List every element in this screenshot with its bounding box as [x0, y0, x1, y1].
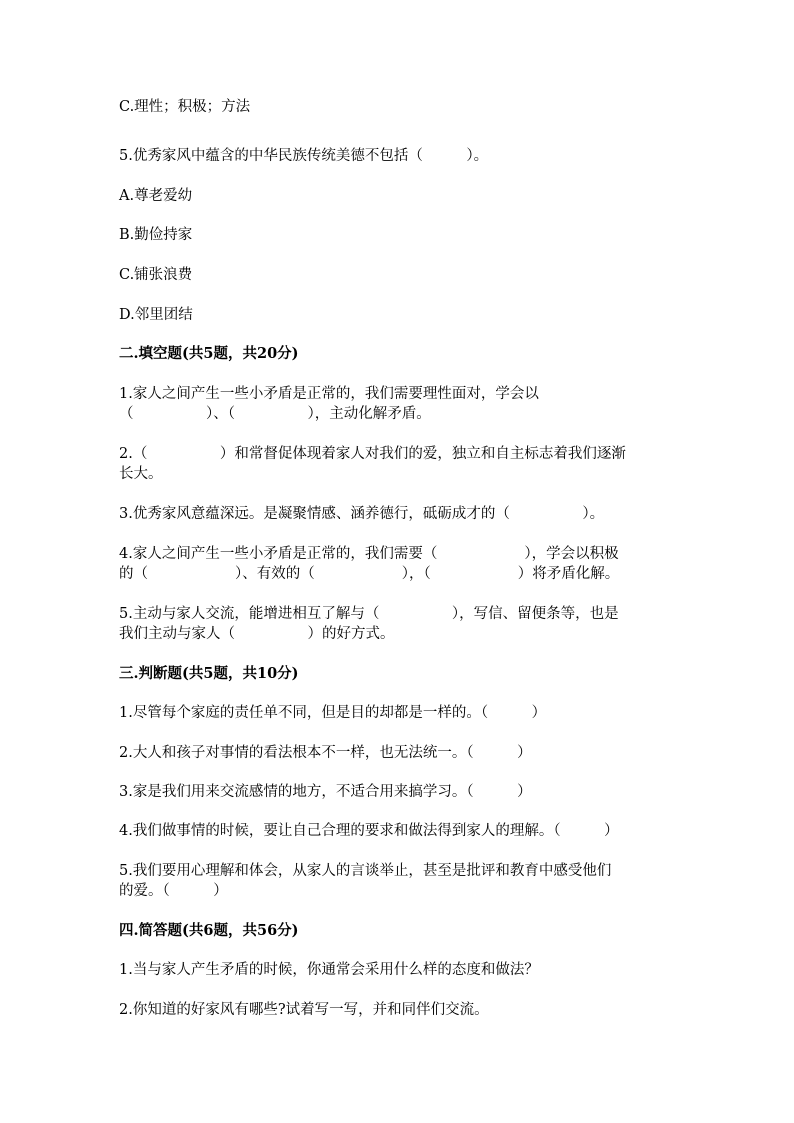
option-d: D.邻里团结 [119, 307, 193, 323]
section-title-fill-blank: 二.填空题(共5题，共20分) [119, 345, 299, 362]
fill-blank-q3: 3.优秀家风意蕴深远。是凝聚情感、涵养德行，砥砺成才的（ ）。 [119, 506, 605, 522]
fill-blank-q5-line2: 我们主动与家人（ ）的好方式。 [119, 626, 395, 642]
fill-blank-q5-line1: 5.主动与家人交流，能增进相互了解与（ ），写信、留便条等，也是 [119, 606, 619, 622]
short-answer-q1: 1.当与家人产生矛盾的时候，你通常会采用什么样的态度和做法？ [119, 962, 539, 978]
true-false-q2: 2.大人和孩子对事情的看法根本不一样，也无法统一。（ ） [119, 745, 532, 761]
question-5-stem: 5.优秀家风中蕴含的中华民族传统美德不包括（ ）。 [119, 148, 489, 164]
true-false-q5-line1: 5.我们要用心理解和体会，从家人的言谈举止，甚至是批评和教育中感受他们 [119, 863, 612, 879]
fill-blank-q4-line2: 的（ ）、有效的（ ），（ ）将矛盾化解。 [119, 566, 620, 582]
true-false-q5-line2: 的爱。（ ） [119, 883, 228, 899]
fill-blank-q2-line1: 2.（ ）和常督促体现着家人对我们的爱，独立和自主标志着我们逐渐 [119, 446, 626, 462]
option-a: A.尊老爱幼 [119, 188, 193, 204]
option-b: B.勤俭持家 [119, 227, 193, 243]
section-title-true-false: 三.判断题(共5题，共10分) [119, 665, 299, 682]
true-false-q3: 3.家是我们用来交流感情的地方，不适合用来搞学习。（ ） [119, 784, 532, 800]
true-false-q4: 4.我们做事情的时候，要让自己合理的要求和做法得到家人的理解。（ ） [119, 823, 619, 839]
section-title-short-answer: 四.简答题(共6题，共56分) [119, 922, 299, 939]
true-false-q1: 1.尽管每个家庭的责任单不同，但是目的却都是一样的。（ ） [119, 705, 547, 721]
fill-blank-q4-line1: 4.家人之间产生一些小矛盾是正常的，我们需要（ ），学会以积极 [119, 546, 619, 562]
option-c-q4: C.理性；积极；方法 [119, 99, 251, 115]
fill-blank-q1-line1: 1.家人之间产生一些小矛盾是正常的，我们需要理性面对，学会以 [119, 386, 539, 402]
short-answer-q2: 2.你知道的好家风有哪些?试着写一写，并和同伴们交流。 [119, 1002, 489, 1018]
fill-blank-q2-line2: 长大。 [119, 466, 163, 482]
option-c: C.铺张浪费 [119, 267, 193, 283]
fill-blank-q1-line2: （ ）、（ ），主动化解矛盾。 [119, 406, 431, 422]
